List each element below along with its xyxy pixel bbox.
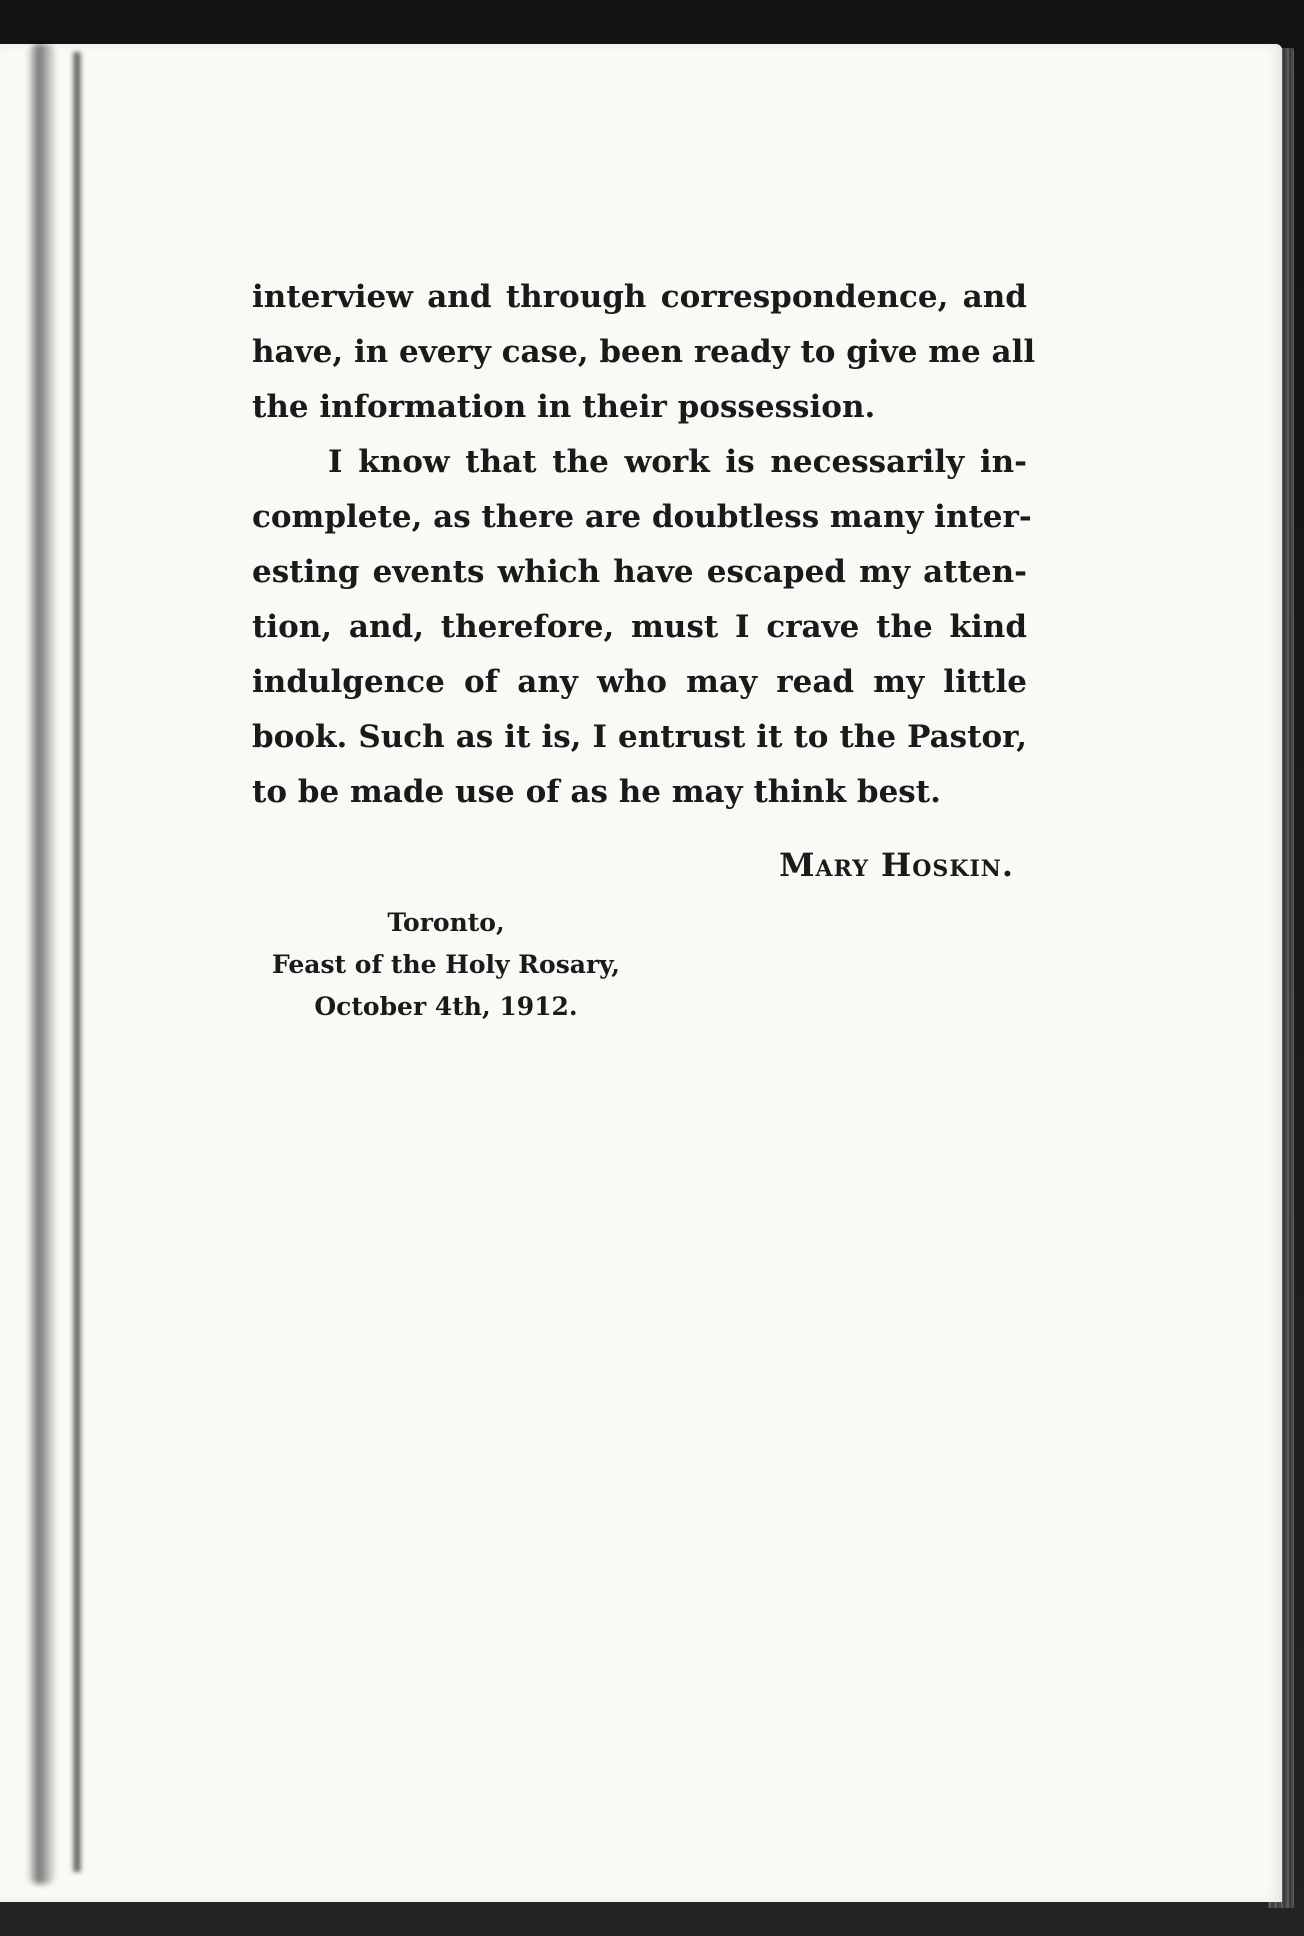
text-line: book. Such as it is, I entrust it to the Pastor, xyxy=(252,719,1027,755)
text-line: esting events which have escaped my atten- xyxy=(252,554,1027,590)
text-line: the information in their possession. xyxy=(252,389,876,425)
text-line: indulgence of any who may read my little xyxy=(252,664,1027,700)
dateline-place: Toronto, xyxy=(387,908,505,937)
binding-line xyxy=(72,52,82,1872)
dateline xyxy=(246,902,646,1028)
dateline-date: October 4th, 1912. xyxy=(314,992,578,1021)
text-line: have, in every case, been ready to give me all xyxy=(252,334,1036,370)
binding-shadow xyxy=(28,44,56,1884)
text-line: complete, as there are doubtless many inter- xyxy=(252,499,1032,535)
preface-text xyxy=(252,270,1036,820)
author-signature: Mary Hoskin. xyxy=(779,846,1014,884)
dateline-feast: Feast of the Holy Rosary, xyxy=(271,950,621,979)
paragraph-1 xyxy=(252,270,1036,435)
text-line: to be made use of as he may think best. xyxy=(252,774,941,810)
text-line: I know that the work is necessarily in- xyxy=(328,444,1027,480)
text-line: tion, and, therefore, must I crave the kind xyxy=(252,609,1027,645)
text-line: interview and through correspondence, and xyxy=(252,279,1027,315)
paragraph-2 xyxy=(252,435,1032,820)
